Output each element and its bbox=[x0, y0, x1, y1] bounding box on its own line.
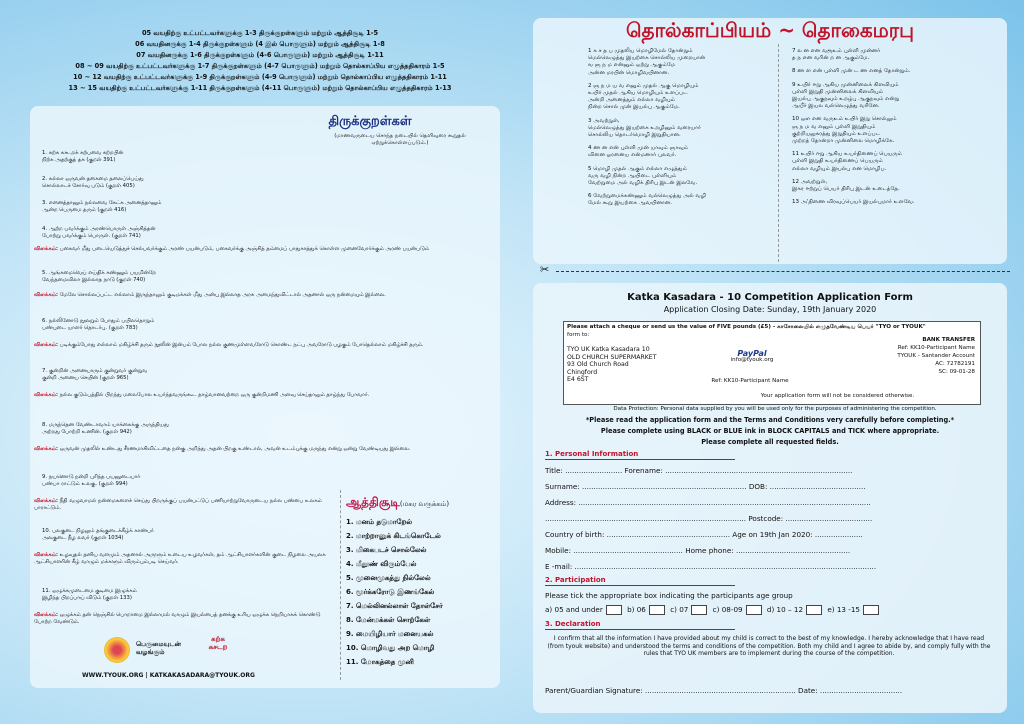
presented-by-text: பெருமையுடன் வழங்கும் bbox=[136, 640, 181, 656]
not-considered-note: Your application form will not be considered otherwise. bbox=[760, 393, 915, 399]
kural-item: 4. ஆற்ற பவர்க்கும் அரண்பொருள் அஞ்சித்தன் போற்று பவர்க்கும் பொருள். (குறள் 741) bbox=[42, 226, 156, 239]
paypal-logo-text: PayPal bbox=[737, 349, 767, 358]
kural-explanation bbox=[34, 392, 489, 399]
age-line: 08 ~ 09 வயதிற்கு உட்பட்டவர்களுக்கு 1-7 திருக்குறள்களும் (4-7 பொருளும்) மற்றும் தொல்காப்பிய எழுத்ததிகாரம் 1-5 bbox=[75, 61, 445, 70]
kural-explanation bbox=[34, 446, 489, 453]
aathichudi-item: 6. மூர்க்கரோடு இணங்கேல் bbox=[346, 588, 435, 596]
kural-item: 11. ஒழுக்கமுடைமை குடிமை இழுக்கம் இழிந்த பிறப்பாய் விடும் (குறள் 133) bbox=[42, 588, 137, 601]
age-line: 07 வயதினருக்கு 1-6 திருக்குறள்களும் (4-6 பொருளும்) மற்றும் ஆத்திசூடி 1-11 bbox=[136, 50, 384, 59]
aathichudi-item: 7. மெல்லினல்லாள் தோள்சேர் bbox=[346, 602, 443, 610]
explanation-text: மேலே சொல்லப்பட்ட எல்லாம் இருந்தாலும் குடிமக்கள் மீது அன்பு இல்லாத அரசு அமைந்துவிட்டால் அதனால் ஒரு நன்மையும் இல்லை. bbox=[59, 292, 386, 298]
aathichudi-item: 8. மேன்மக்கள் சொற்கேள் bbox=[346, 616, 431, 624]
verse: 2 ஞ ந ம ய வ எனும் முதல் ஆகு மொழியும் உயிர் முதல் ஆகிய மொழியும் உளப்பட அன்றி அனைத்தும் எல்லா வழியும் நின்ற சொல் முன் இயல்பு ஆகும்மே. bbox=[588, 82, 699, 111]
explanation-text: உழவுதல் தனிய வளமும் அதனால் அருளும் உடைய உழவர்கள், தம் ஆட்சியாளர்களின் குடை நிழலை அயலக ஆட்சியாளரின் கீழ் வாழும் மக்களும் விரும்பும்படி செய்வர். bbox=[34, 552, 326, 565]
kural-item: 9. நயனொடு நன்றி புரிந்த பயனுடையார் பண்பா ராட்டும் உலகு. (குறள் 994) bbox=[42, 474, 141, 487]
katka-kasadara-logo-text: கற்க கசடற bbox=[208, 635, 228, 651]
explanation-label: விளக்கம்: bbox=[34, 342, 58, 348]
explanation-text: படிக்கும்போது எல்லாம் மகிழ்ச்சி தரும் நூலின் இன்பம் போல நல்ல குணமுள்ளவரோடு கொண்ட நட்பு அவரோடு பழகும் போதெல்லாம் மகிழ்ச்சி தரும். bbox=[59, 342, 424, 348]
section-personal-info: 1. Personal Information bbox=[545, 450, 639, 458]
kural-item: 1. கற்க கசடறக் கற்பவை கற்றபின் நிற்க அதற்குத் தக (குறள் 391) bbox=[42, 150, 124, 163]
footer-website[interactable]: WWW.TYOUK.ORG | KATKAKASADARA@TYOUK.ORG bbox=[82, 672, 255, 679]
kural-explanation bbox=[34, 612, 334, 626]
surname-dob-field[interactable]: Surname: ........................................................................ DOB: .......................................... bbox=[545, 482, 866, 491]
aathichudi-item: 4. மீதூண் விரும்பேல் bbox=[346, 560, 417, 568]
verse: 13 அ'திணை விரவுப்பெயர் இயல்புமார் உளவே. bbox=[792, 199, 915, 206]
age-option-label: c) 07 bbox=[670, 605, 689, 614]
postal-address bbox=[567, 346, 657, 384]
explanation-label: விளக்கம்: bbox=[34, 292, 58, 298]
age-option-label: c) 08-09 bbox=[712, 605, 743, 614]
verse: 1 க ச த ப முதலிய மொழிமேல் தோன்றும் மெல்லெழுத்து இயற்கை சொல்லிய முறையான் ங ஞ ந ம என்னும் ஒற்று ஆகும்மே அன்ன மரபின் மொழிவயினான. bbox=[588, 48, 706, 76]
age-checkbox-10-12[interactable] bbox=[806, 605, 822, 615]
kural-item: 2. கல்லா ஒருவன் தகைமை தலைப்பெய்து சொல்லாடச் சோர்வு படும் (குறள் 405) bbox=[42, 176, 144, 189]
bank-account-name: TYOUK - Santander Account bbox=[897, 353, 975, 359]
instruction-complete: Please complete all requested fields. bbox=[701, 438, 839, 446]
address-line: 93 Old Church Road bbox=[567, 361, 629, 369]
aathichudi-item: 10. மொழிவது அற மொழி bbox=[346, 644, 435, 652]
mobile-phone-field[interactable]: Mobile: ................................................ Home phone: .................................................. bbox=[545, 546, 851, 555]
form-to-label: form to: bbox=[567, 332, 590, 338]
kural-item: 5. ஆங்கமைவெய் எய்திக் கண்ணும் பயமின்றே வேந்தமைவிலா இல்லாத நாடு (குறள் 740) bbox=[42, 270, 156, 283]
kural-item: 7. குன்றின் அனையாரும் குன்றுவர் குன்றுவ குன்றி அனைய செயின் (குறள் 965) bbox=[42, 368, 148, 381]
verse: 5 மொழி முதல் ஆகும் எல்லா எழுத்தும் வரு வழி நின்ற ஆயிடை புள்ளியும் வேற்றுமை அல் வழிக் திரிபு இடன் இலவே. bbox=[588, 165, 698, 187]
verse: 11 உயிர் ஈறு ஆகிய உயர்திணைப் பெயரும் புள்ளி இறுதி உயர்திணைப் பெயரும் எல்லா வழியும் இயல்பு என மொழிப. bbox=[792, 151, 902, 172]
bank-account-number: AC: 72782191 bbox=[935, 361, 975, 367]
scissors-icon: ✂ bbox=[540, 263, 550, 276]
age-option-label: a) 05 and under bbox=[545, 605, 603, 614]
paypal-reference: Ref: KK10-Participant Name bbox=[711, 378, 789, 384]
bank-transfer-block bbox=[850, 336, 975, 376]
explanation-label: விளக்கம்: bbox=[34, 246, 58, 252]
kural-explanation bbox=[34, 552, 334, 566]
age-checkbox-05[interactable] bbox=[606, 605, 622, 615]
section-participation: 2. Participation bbox=[545, 576, 606, 584]
explanation-label: விளக்கம்: bbox=[34, 446, 58, 452]
kural-explanation bbox=[34, 246, 489, 253]
aathichudi-item: 5. முனைமுகத்து நில்லேல் bbox=[346, 574, 431, 582]
address-field[interactable]: Address: ................................................................................................................................ bbox=[545, 498, 871, 507]
katka-kasadara-logo bbox=[200, 635, 236, 665]
bank-transfer-title: BANK TRANSFER bbox=[922, 337, 975, 343]
age-checkbox-06[interactable] bbox=[649, 605, 665, 615]
age-line: 13 ~ 15 வயதிற்கு உட்பட்டவர்களுக்கு 1-11 திருக்குறள்களும் (4-11 பொருளும்) மற்றும் தொல்காப்பிய எழுத்ததிகாரம் 1-13 bbox=[68, 83, 452, 92]
age-line: 06 வயதினருக்கு 1-4 திருக்குறள்களும் (4 இல் பொருளும்) மற்றும் ஆத்திசூடி 1-8 bbox=[135, 39, 385, 48]
age-option-label: b) 06 bbox=[627, 605, 646, 614]
explanation-label: விளக்கம்: bbox=[34, 552, 58, 558]
aathichudi-item: 2. மாற்றானுக் கிடங்கொடேல் bbox=[346, 532, 441, 540]
postcode-field[interactable]: ........................................................................................ Postcode: ...................................... bbox=[545, 514, 873, 523]
verse: 7 ல ன என வரூஉம் புள்ளி முன்னர் த ந என வரின் ற ன ஆகும்மே. bbox=[792, 48, 881, 62]
age-checkbox-13-15[interactable] bbox=[863, 605, 879, 615]
kural-item: 10. பலகுடை நிழலும் தங்குடைக்கீழ்க் காண்பர் அலகுடை நீழ லவர் (குறள் 1034) bbox=[42, 528, 154, 541]
aathichudi-item: 11. மோகத்தை முனி bbox=[346, 658, 414, 666]
form-closing-date: Application Closing Date: Sunday, 19th January 2020 bbox=[663, 305, 877, 314]
tholkappiyam-col-1 bbox=[588, 48, 768, 208]
age-option-label: d) 10 – 12 bbox=[766, 605, 804, 614]
verse: 10 ஔ என வருஉம் உயிர் இறு சொல்லும் ஞ ந ம வ எனும் புள்ளி இறுதியும் குற்றியலுகரத்து இறுதியும் உளப்பட முற்றத் தோன்றா முன்னிலை மொழிக்கே. bbox=[792, 116, 897, 145]
explanation-label: விளக்கம்: bbox=[34, 612, 58, 618]
aathichudi-title bbox=[346, 495, 449, 511]
bank-reference: Ref: KK10-Participant Name bbox=[897, 345, 975, 351]
explanation-text: நீதி வழுவாமல் நன்மைகளைச் செய்து பிறருக்குப் பயன்பட்டுப் பணியாற்றுவோருடைய நல்ல பண்பை உலகம் பாராட்டும். bbox=[34, 498, 322, 511]
age-line: 10 ~ 12 வயதிற்கு உட்பட்டவர்களுக்கு 1-9 திருக்குறள்களும் (4-9 பொருளும்) மற்றும் தொல்காப்பிய எழுத்ததிகாரம் 1-11 bbox=[73, 72, 447, 81]
verse: 8 ண ள என் புள்ளி முன் ட ண எனத் தோன்றும். bbox=[792, 68, 911, 75]
verse: 9 உயிர் ஈறு ஆகிய முன்னிலைக் கிளவியும் புள்ளி இறுதி முன்னிலைக் கிளவியும் இயல்பு ஆகுநவும் உறழ்பு ஆகுநவும் என்று ஆயீர் இயல வல்லெழுத்து வரினே. bbox=[792, 81, 900, 110]
kural-item: 8. மருந்தென வேண்டாவாம் யாக்கைக்கு அருந்தியது அற்றது போற்றி உணின். (குறள் 942) bbox=[42, 422, 169, 435]
paypal-icon bbox=[712, 350, 792, 357]
form-title: Katka Kasadara - 10 Competition Application Form bbox=[627, 292, 913, 303]
explanation-label: விளக்கம்: bbox=[34, 498, 58, 504]
data-protection-note: Data Protection: Personal data supplied by you will be used only for the purposes of administering the competition. bbox=[613, 406, 937, 412]
aathichudi-item: 3. மிகைபடச் சொல்லேல் bbox=[346, 546, 427, 554]
declaration-text: I confirm that all the information I have provided about my child is correct to the best of my knowledge. I hereby acknowledge that I have read (from tyouk website) and understood the terms and conditions of the competition. Both my child and I agree to abide by, and comply fully with the rules that TYO UK members are to implement during the course of the competition. bbox=[547, 635, 991, 657]
tholkappiyam-title: தொல்காப்பியம் ~ தொகைமரபு bbox=[625, 18, 914, 42]
section-declaration: 3. Declaration bbox=[545, 620, 601, 628]
explanation-text: பகைவர் மீது படையெடுத்துச் செல்பவர்க்கும் அரண் பயன்படும், பகைவர்க்கு அஞ்சித் தம்மைப் பாதுகாத்துக் கொள்ள முனைவோர்க்கும் அரண் பயன்படும் bbox=[59, 246, 429, 252]
kural-explanation bbox=[34, 498, 334, 512]
aathichudi-title-text: ஆத்திசூடி bbox=[346, 495, 400, 509]
age-option-label: e) 13 -15 bbox=[827, 605, 860, 614]
section-underline bbox=[545, 459, 735, 460]
verse: 4 ண ன என் புள்ளி முன் யாவும் ஞாவும் வினை ஓரனைய என்மனார் புலவர். bbox=[588, 145, 689, 159]
column-divider bbox=[778, 44, 780, 262]
title-forename-field[interactable]: Title: ......................... Forename: .................................................................................. bbox=[545, 466, 853, 475]
age-group-list bbox=[40, 28, 480, 93]
section-underline bbox=[545, 629, 735, 630]
explanation-text: ஒருவன் முதலில் உண்டது சீரணமாகிவிட்டதை நன்கு அறிந்து அதன் பிறகு உண்டால், அவன் உடம்புக்கு மருந்து என்று ஒன்று வேண்டியது இல்லை. bbox=[59, 446, 411, 452]
signature-date-field[interactable]: Parent/Guardian Signature: .................................................................. Date: .................................... bbox=[545, 686, 903, 695]
address-line: TYO UK Katka Kasadara 10 bbox=[567, 346, 650, 353]
verse: 3 அவற்றுள், மெல்லெழுத்து இயற்கை உறழினும் வரையார் சொல்லிய தொடர்மொழி இறுதியான. bbox=[588, 117, 701, 139]
age-line: 05 வயதிற்கு உட்பட்டவர்களுக்கு 1-3 திருக்குறள்களும் மற்றும் ஆத்திசூடி 1-5 bbox=[141, 29, 379, 37]
kural-item: 3. எனைத்தானும் நல்லவை கேட்க அனைத்தானும் ஆன்ற பெருமை தரும் (குறள் 416) bbox=[42, 200, 162, 213]
age-group-options bbox=[545, 605, 882, 615]
aathichudi-item: 9. மையிழியார் மனையகல் bbox=[346, 630, 434, 638]
instruction-ink: Please complete using BLACK or BLUE ink in BLOCK CAPITALS and TICK where appropriate. bbox=[600, 427, 940, 435]
verse: 6 வேற்றுமைக்கண்ணும் வல்லெழுத்து அல் வழி மேல் கூறு இயற்கை ஆவயினான. bbox=[588, 193, 707, 207]
section-underline bbox=[545, 585, 735, 586]
aathichudi-subtitle: (மகர வருக்கம்) bbox=[399, 500, 450, 508]
payment-instruction: Please attach a cheque or send us the value of FIVE pounds (£5) - காசோலையில் எழுதவேண்டிய பெயர் "TYO or TYOUK" bbox=[567, 324, 926, 330]
country-age-field[interactable]: Country of birth: ...................................................... Age on 19th Jan 2020: ..................... bbox=[545, 530, 863, 539]
bank-sort-code: SC: 09-01-28 bbox=[938, 369, 975, 375]
address-line: E4 6ST bbox=[567, 376, 589, 384]
kural-explanation bbox=[34, 342, 489, 349]
explanation-label: விளக்கம்: bbox=[34, 392, 58, 398]
paypal-block bbox=[712, 350, 792, 364]
age-checkbox-07[interactable] bbox=[691, 605, 707, 615]
tholkappiyam-col-2 bbox=[792, 48, 992, 206]
email-field[interactable]: E -mail: .................................................................................................................................... bbox=[545, 562, 877, 571]
kural-item: 6. நல்லினோடு நூலறும் போதும் பயிலதொறும் பண்புடை யாளர் தொடர்பு. (குறள் 783) bbox=[42, 318, 155, 331]
address-line: Chingford bbox=[567, 368, 598, 376]
paypal-email[interactable]: info@tyouk.org bbox=[730, 357, 774, 363]
kural-explanation bbox=[34, 292, 489, 299]
age-checkbox-08-09[interactable] bbox=[746, 605, 762, 615]
thirukural-title: திருக்குறள்கள் bbox=[328, 114, 412, 129]
aathichudi-item: 1. மனம் தடுமாறேல் bbox=[346, 518, 413, 526]
thirukural-subtitle: (மாணவருடைய சொந்த நடையில் தெளிவுரை கூறுதல் ஏற்றுக்கொள்ளப்படும்.) bbox=[334, 133, 466, 146]
address-line: OLD CHURCH SUPERMARKET bbox=[567, 353, 657, 361]
participation-instruction: Please tick the appropriate box indicating the participants age group bbox=[545, 591, 793, 600]
explanation-text: நல்ல குடும்பத்தில் பிறந்து மலைபோல உயர்ந்தவருங்கூட தாழ்வானவற்றை ஒரு குன்றிமணி அளவு செய்தாலும் தாழ்ந்து போவார். bbox=[59, 392, 370, 398]
explanation-text: ஒழுக்கம் தன் நெஞ்சில் பொறாமை இல்லாமல் வாழும் இயல்பைத் தனக்கு உரிய ஒழுக்க நெறியாகக் கொண்டு போற்ற வேண்டும். bbox=[34, 612, 321, 625]
instruction-read: *Please read the application form and the Terms and Conditions very carefully before completing.* bbox=[585, 416, 955, 424]
tyo-logo-icon bbox=[104, 637, 130, 663]
verse: 12 அவற்றுள், இகர ஈற்றுப் பெயர் திரிபு இடன் உடைத்தே. bbox=[792, 178, 900, 193]
cut-line bbox=[540, 263, 1010, 276]
